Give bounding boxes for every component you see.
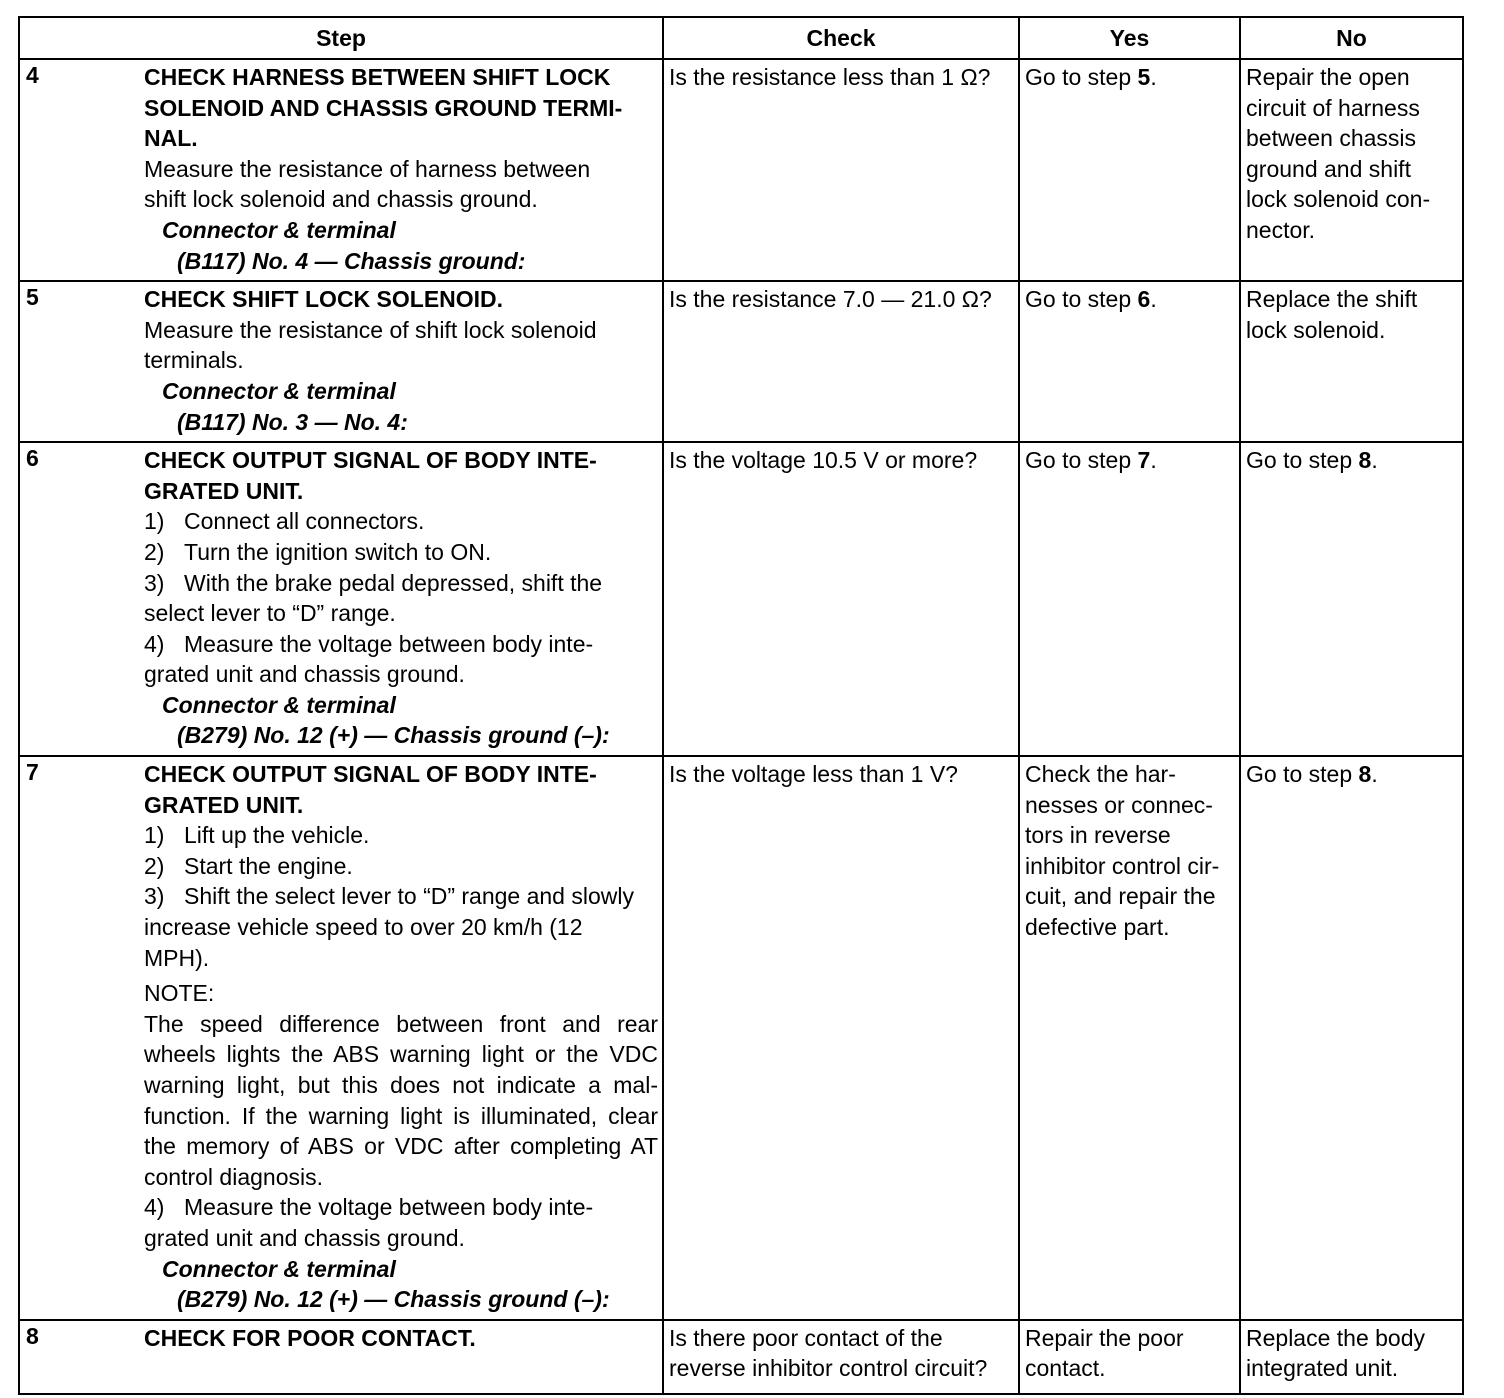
connector-value: (B117) No. 4 — Chassis ground: — [177, 247, 526, 274]
step-title: CHECK FOR POOR CONTACT. — [144, 1324, 476, 1351]
connector-value: (B117) No. 3 — No. 4: — [177, 408, 408, 435]
step-number: 4 — [26, 62, 39, 88]
header-yes: Yes — [1019, 17, 1240, 59]
table-row — [19, 1320, 1463, 1394]
step-title: CHECK SHIFT LOCK SOLENOID. — [144, 286, 504, 313]
step-description: Measure the resistance of harness between shift lock solenoid and chassis ground. — [144, 155, 591, 213]
header-check: Check — [663, 17, 1019, 59]
note-label: NOTE: — [144, 980, 215, 1007]
yes-cell: Check the har- nesses or connec- tors in reverse inhibitor control cir- cuit, and repair the defective part. — [1019, 756, 1240, 1320]
step-number: 6 — [26, 445, 39, 472]
procedure-step: 3) Shift the select lever to “D” range and slowly increase vehicle speed to over 20 km/h (12 MPH). — [144, 883, 634, 971]
step-title: CHECK OUTPUT SIGNAL OF BODY INTE- GRATED UNIT. — [144, 761, 597, 818]
yes-cell: Go to step 6. — [1019, 281, 1240, 442]
connector-value: (B279) No. 12 (+) — Chassis ground (–): — [177, 1286, 610, 1313]
procedure-step: 2) Turn the ignition switch to ON. — [144, 538, 492, 565]
step-number: 5 — [26, 284, 39, 311]
no-cell: Replace the body integrated unit. — [1240, 1320, 1463, 1394]
table-row — [19, 281, 1463, 442]
connector-label: Connector & terminal — [162, 1255, 396, 1282]
connector-label: Connector & terminal — [162, 377, 396, 404]
procedure-step: 1) Lift up the vehicle. — [144, 822, 370, 849]
procedure-step: 4) Measure the voltage between body inte- grated unit and chassis ground. — [144, 1194, 594, 1251]
table-row — [19, 442, 1463, 756]
connector-label: Connector & terminal — [162, 216, 396, 243]
diagnostic-procedure-document — [18, 16, 1464, 1395]
header-step: Step — [19, 17, 663, 59]
check-cell: Is the resistance less than 1 Ω? — [663, 59, 1019, 281]
step-title: CHECK OUTPUT SIGNAL OF BODY INTE- GRATED UNIT. — [144, 447, 597, 504]
step-description: Measure the resistance of shift lock solenoid terminals. — [144, 316, 597, 374]
step-number: 8 — [26, 1322, 39, 1349]
no-cell: Go to step 8. — [1240, 442, 1463, 756]
procedure-step: 1) Connect all connectors. — [144, 508, 425, 535]
no-cell: Go to step 8. — [1240, 756, 1463, 1320]
procedure-step: 3) With the brake pedal depressed, shift the select lever to “D” range. — [144, 569, 603, 627]
step-cell — [19, 756, 663, 1320]
table-row — [19, 756, 1463, 1320]
step-number: 7 — [26, 759, 39, 786]
step-cell — [19, 442, 663, 756]
step-cell — [19, 59, 663, 281]
step-title: CHECK HARNESS BETWEEN SHIFT LOCK SOLENOID AND CHASSIS GROUND TERMI- NAL. — [144, 64, 623, 152]
yes-cell: Go to step 7. — [1019, 442, 1240, 756]
table-row — [19, 59, 1463, 281]
table-header-row — [19, 17, 1463, 59]
check-cell: Is there poor contact of the reverse inhibitor control circuit? — [663, 1320, 1019, 1394]
connector-value: (B279) No. 12 (+) — Chassis ground (–): — [177, 722, 610, 749]
yes-cell: Repair the poor contact. — [1019, 1320, 1240, 1394]
procedure-step: 2) Start the engine. — [144, 852, 353, 879]
header-no: No — [1240, 17, 1463, 59]
procedure-step: 4) Measure the voltage between body inte- grated unit and chassis ground. — [144, 630, 594, 688]
diagnostic-table — [18, 16, 1464, 1395]
connector-label: Connector & terminal — [162, 691, 396, 718]
check-cell: Is the resistance 7.0 — 21.0 Ω? — [663, 281, 1019, 442]
no-cell: Replace the shift lock solenoid. — [1240, 281, 1463, 442]
no-cell: Repair the open circuit of harness between chassis ground and shift lock solenoid con- nector. — [1240, 59, 1463, 281]
step-cell — [19, 1320, 663, 1394]
step-cell — [19, 281, 663, 442]
check-cell: Is the voltage 10.5 V or more? — [663, 442, 1019, 756]
note-text: The speed difference between front and rear wheels lights the ABS warning light or the VDC warning light, but this does not indicate a mal- function. If the warning light is illuminated, clear the memory of ABS or VDC after completing AT control diagnosis. — [144, 1010, 658, 1190]
check-cell: Is the voltage less than 1 V? — [663, 756, 1019, 1320]
yes-cell: Go to step 5. — [1019, 59, 1240, 281]
